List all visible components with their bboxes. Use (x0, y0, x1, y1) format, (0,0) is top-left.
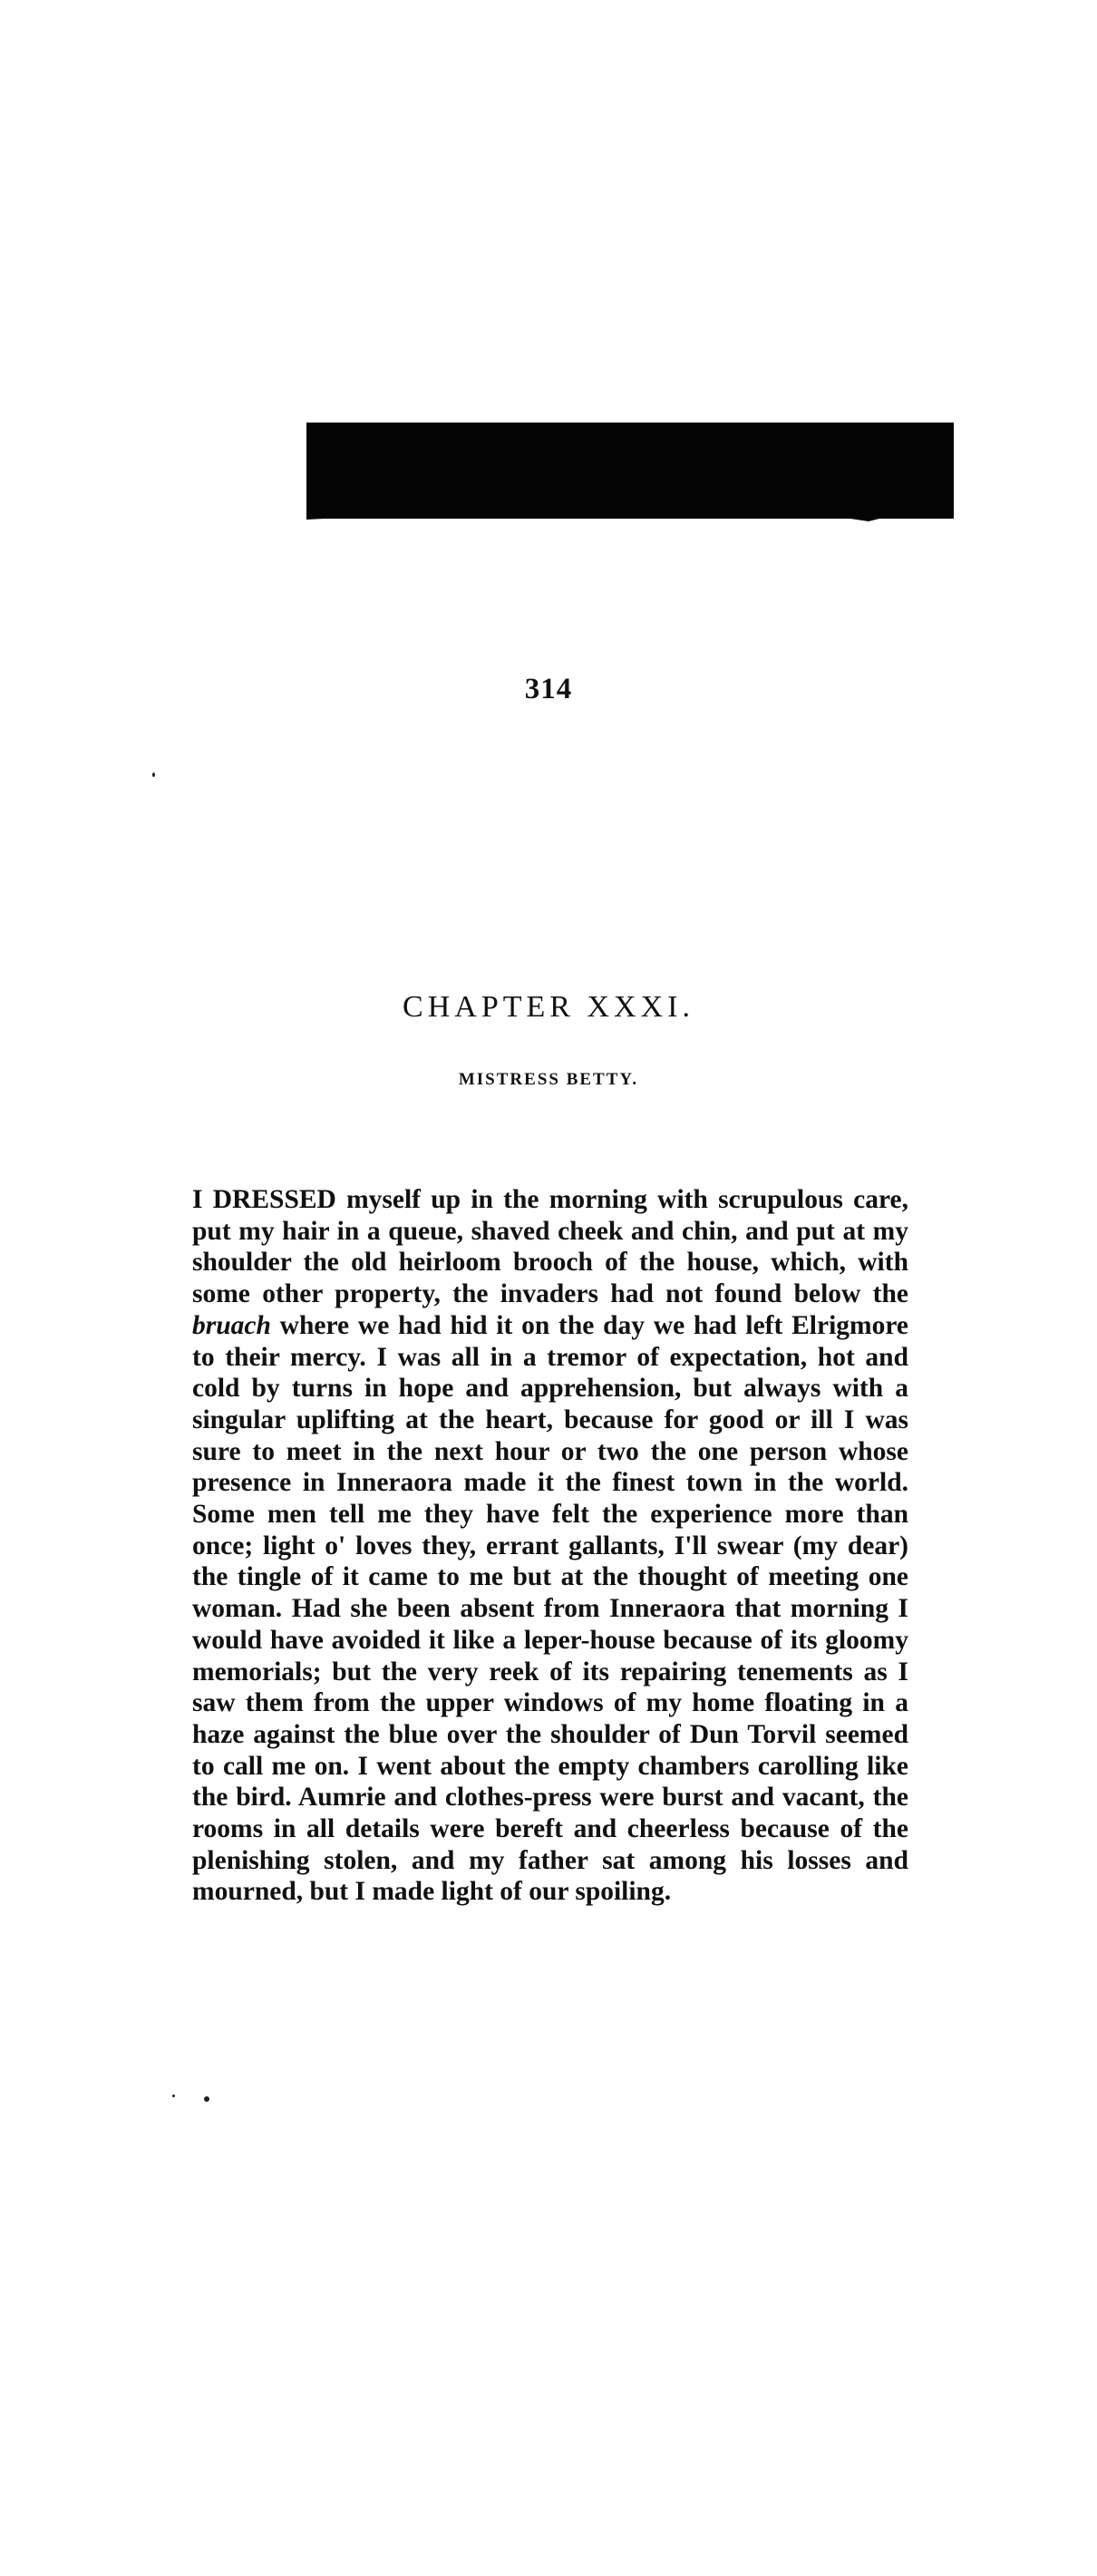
scan-speck (152, 773, 155, 777)
redaction-bar (306, 423, 954, 519)
paragraph-text-part-1: myself up in the morning with scrupulous care, put my hair in a queue, shaved cheek and chin, and put at my shoulder the old heirloom brooch of the house, which, with some other property, the invaders had not found below the (192, 1185, 909, 1309)
paragraph-italic-word: bruach (192, 1310, 271, 1340)
chapter-subtitle: MISTRESS BETTY. (458, 1070, 639, 1089)
chapter-paragraph (192, 1184, 908, 1908)
redaction-bar-ragged-edge (306, 515, 954, 522)
paragraph-lead-word: DRESSED (212, 1185, 336, 1214)
scan-speck (204, 2096, 209, 2102)
paragraph-text-part-2: where we had hid it on the day we had left Elrigmore to their mercy. I was all in a tremor of expectation, hot and cold by turns in hope and apprehension, but always with a singular uplifting at the heart, because for good or ill I was sure to meet in the next hour or two the one person whose presence in Inneraora made it the finest town in the world. Some men tell me they have felt the experience more than once; light o' loves they, errant gallants, I'll swear (my dear) the tingle of it came to me but at the thought of meeting one woman. Had she been absent from Inneraora that morning I would have avoided it like a leper-house because of its gloomy memorials; but the very reek of its repairing tenements as I saw them from the upper windows of my home floating in a haze against the blue over the shoulder of Dun Torvil seemed to call me on. I went about the empty chambers carolling like the bird. Aumrie and clothes-press were burst and vacant, the rooms in all details were bereft and cheerless because of the plenishing stolen, and my father sat among his losses and mourned, but I made light of our spoiling. (192, 1310, 908, 1907)
scan-speck (172, 2095, 175, 2097)
chapter-title: CHAPTER XXXI. (403, 990, 694, 1024)
paragraph-first-letter: I (192, 1185, 203, 1214)
page-number: 314 (524, 673, 573, 705)
